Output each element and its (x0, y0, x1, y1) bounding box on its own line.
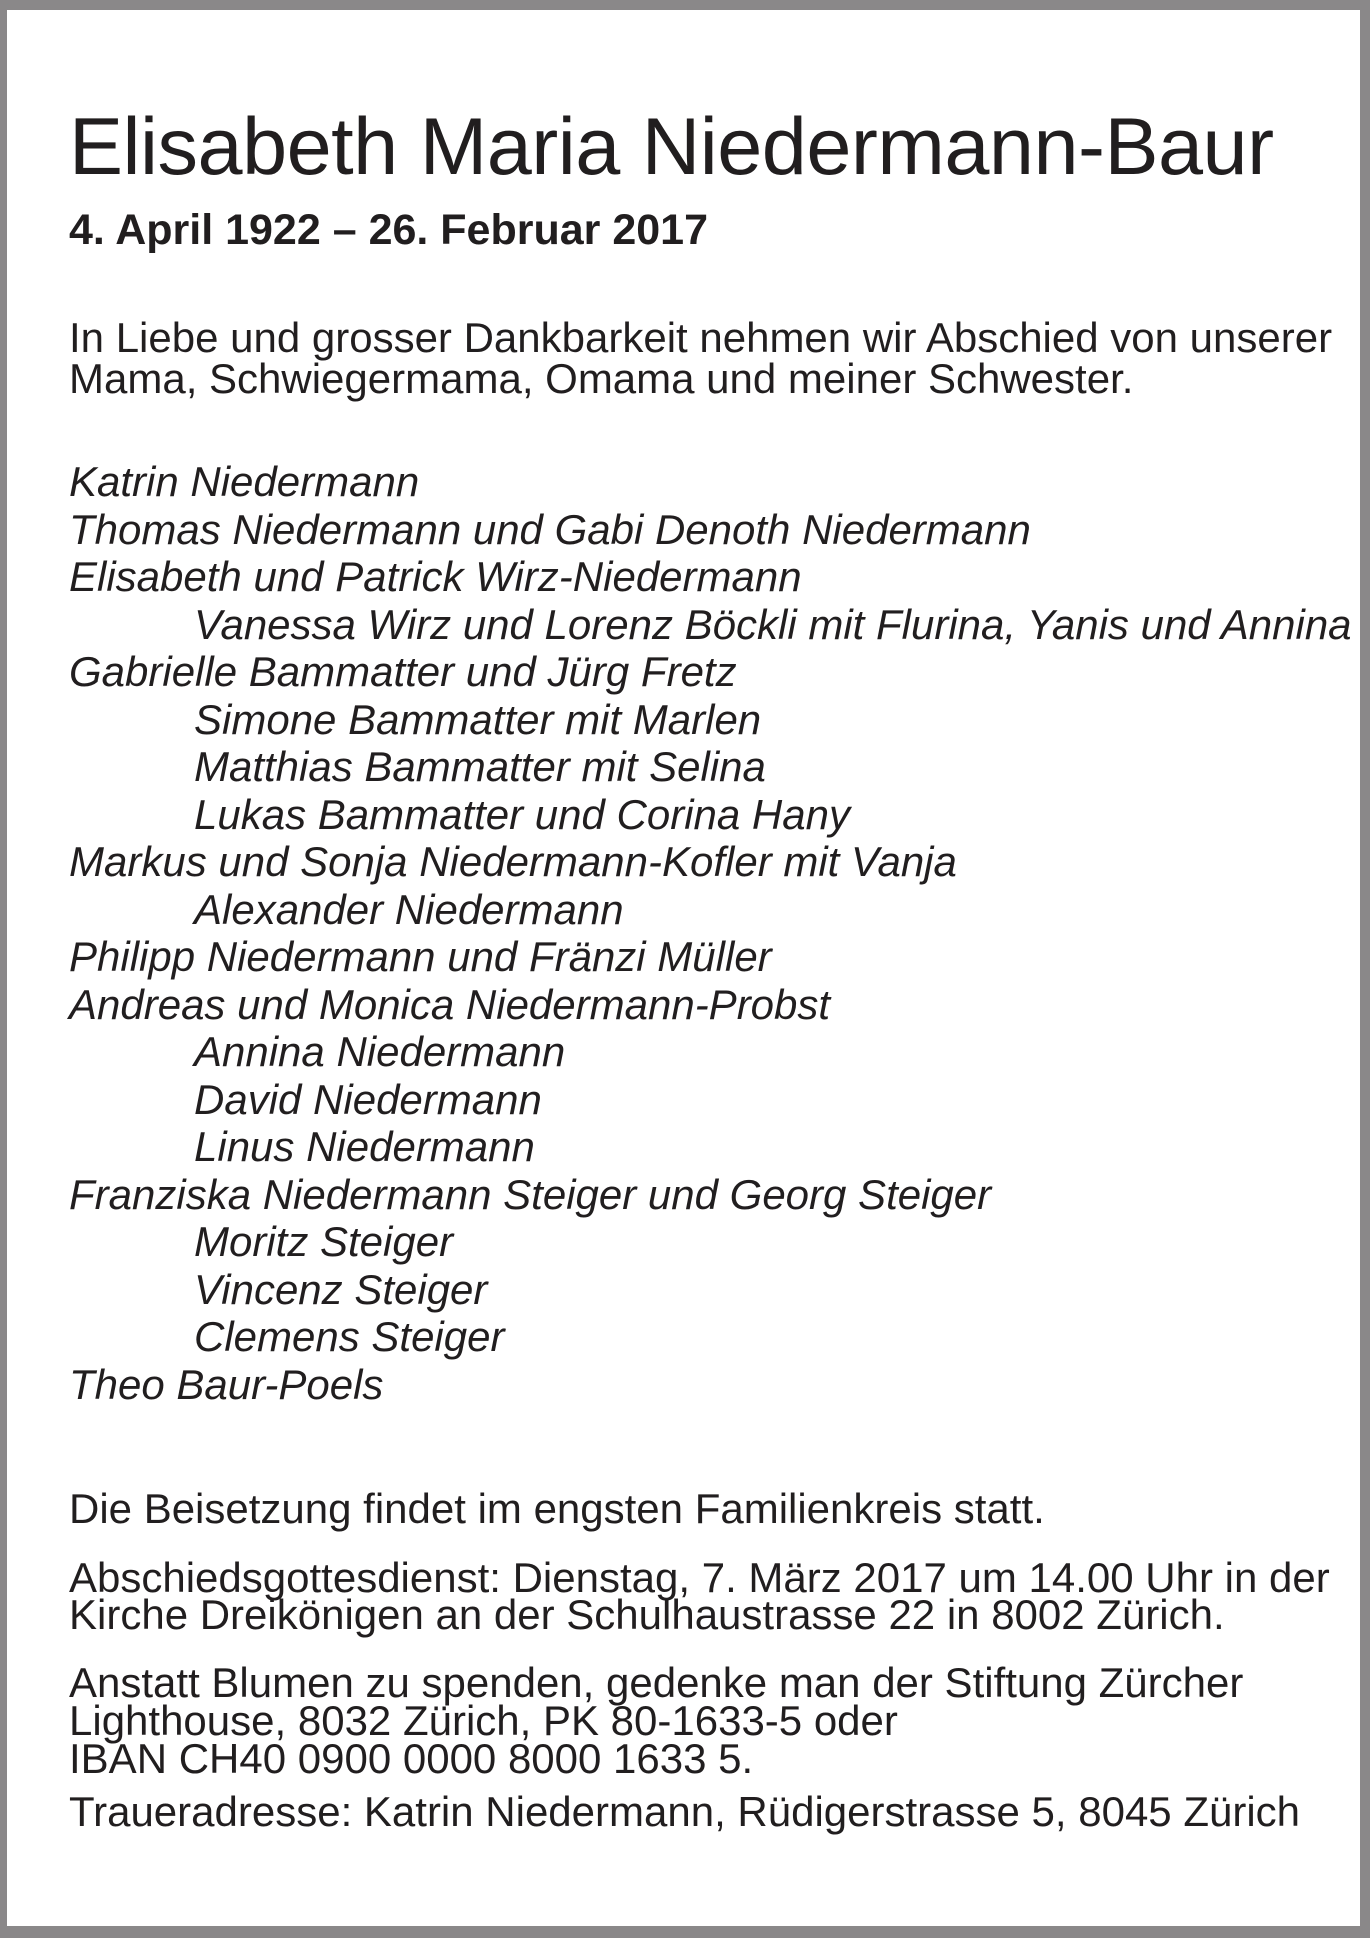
deceased-name: Elisabeth Maria Niedermann-Baur (69, 102, 1274, 192)
family-member: Vincenz Steiger (194, 1265, 488, 1313)
family-member: Moritz Steiger (194, 1218, 454, 1265)
family-member: Lukas Bammatter und Corina Hany (194, 790, 850, 838)
farewell-line: Mama, Schwiegermama, Omama und meiner Schwester. (69, 355, 1134, 402)
family-member: Andreas und Monica Niedermann-Probst (69, 980, 831, 1028)
family-member: Simone Bammatter mit Marlen (194, 695, 762, 743)
frame-top (0, 0, 1370, 10)
family-member: Alexander Niedermann (194, 885, 624, 933)
family-list (69, 458, 1352, 1408)
family-member: Elisabeth und Patrick Wirz-Niedermann (69, 553, 802, 600)
family-member: Vanessa Wirz und Lorenz Böckli mit Flurina, Yanis und Annina (194, 600, 1352, 648)
frame-bottom (0, 1926, 1370, 1938)
family-member: Gabrielle Bammatter und Jürg Fretz (69, 648, 737, 695)
family-member: Clemens Steiger (194, 1313, 505, 1360)
burial-note: Die Beisetzung findet im engsten Familienkreis statt. (69, 1485, 1045, 1532)
donation-line: Lighthouse, 8032 Zürich, PK 80-1633-5 oder (69, 1697, 898, 1744)
service-line: Abschiedsgottesdienst: Dienstag, 7. März 2017 um 14.00 Uhr in der (69, 1554, 1330, 1601)
donation-info (69, 1659, 1244, 1782)
farewell-line: In Liebe und grosser Dankbarkeit nehmen wir Abschied von unserer (69, 314, 1333, 361)
service-line: Kirche Dreikönigen an der Schulhaustrasse 22 in 8002 Zürich. (69, 1591, 1225, 1638)
donation-line: IBAN CH40 0900 0000 8000 1633 5. (69, 1735, 754, 1782)
frame-left (0, 0, 7, 1938)
mourning-address: Traueradresse: Katrin Niedermann, Rüdigerstrasse 5, 8045 Zürich (69, 1788, 1301, 1835)
family-member: Markus und Sonja Niedermann-Kofler mit Vanja (69, 838, 957, 885)
family-member: Thomas Niedermann und Gabi Denoth Niedermann (69, 505, 1031, 553)
family-member: Matthias Bammatter mit Selina (194, 743, 766, 790)
family-member: Katrin Niedermann (69, 458, 420, 505)
family-member: Linus Niedermann (194, 1123, 535, 1170)
family-member: Annina Niedermann (194, 1028, 566, 1075)
frame-right (1360, 0, 1370, 1938)
farewell-paragraph (69, 314, 1333, 402)
family-member: Theo Baur-Poels (69, 1360, 384, 1408)
family-member: Philipp Niedermann und Fränzi Müller (69, 933, 772, 980)
donation-line: Anstatt Blumen zu spenden, gedenke man der Stiftung Zürcher (69, 1659, 1244, 1706)
service-info (69, 1554, 1330, 1638)
family-member: David Niedermann (194, 1075, 542, 1123)
life-dates: 4. April 1922 – 26. Februar 2017 (69, 206, 708, 254)
family-member: Franziska Niedermann Steiger und Georg Steiger (69, 1170, 992, 1218)
